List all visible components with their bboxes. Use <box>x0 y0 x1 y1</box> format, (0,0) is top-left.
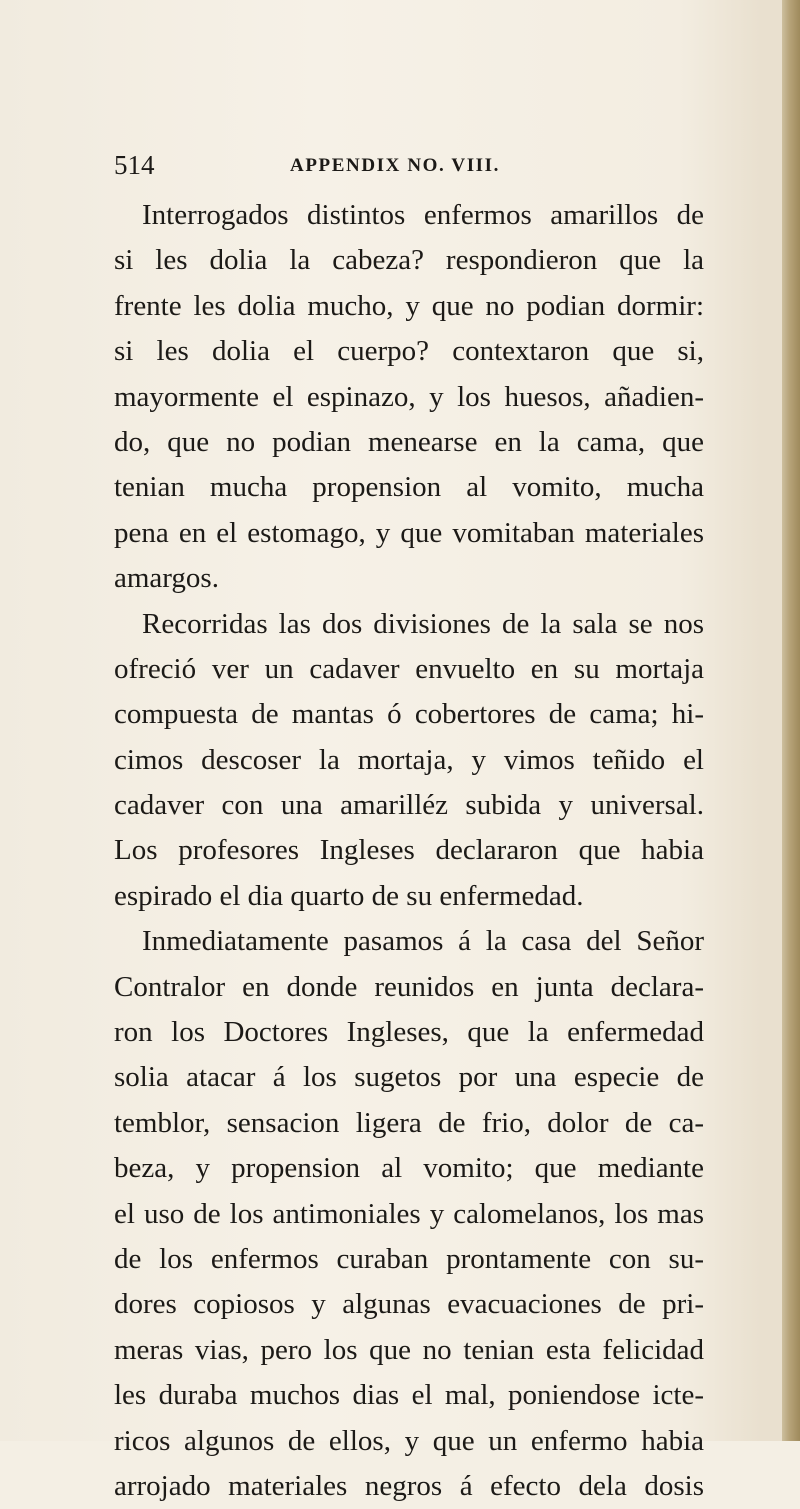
text-line: pena en el estomago, y que vomitaban materiales <box>114 516 704 549</box>
text-line: cimos descoser la mortaja, y vimos teñido el <box>114 743 704 776</box>
text-line: mayormente el espinazo, y los huesos, añadien- <box>114 380 704 413</box>
text-line: frente les dolia mucho, y que no podian dormir: <box>114 289 704 322</box>
text-line: Los profesores Ingleses declararon que habia <box>114 834 704 867</box>
text-line: Recorridas las dos divisiones de la sala se nos <box>142 607 704 640</box>
running-head: APPENDIX NO. VIII. <box>290 155 501 176</box>
text-line: el uso de los antimoniales y calomelanos, los mas <box>114 1197 704 1230</box>
text-line: ofreció ver un cadaver envuelto en su mortaja <box>114 652 704 685</box>
text-line: Inmediatamente pasamos á la casa del Señor <box>142 925 704 958</box>
text-line: Contralor en donde reunidos en junta declara- <box>114 970 704 1003</box>
page-header <box>114 148 714 182</box>
body-text <box>114 193 704 1509</box>
text-line: ron los Doctores Ingleses, que la enfermedad <box>114 1016 704 1049</box>
text-line: arrojado materiales negros á efecto dela dosis <box>114 1469 704 1502</box>
page-number: 514 <box>114 150 155 180</box>
text-line: dores copiosos y algunas evacuaciones de pri- <box>114 1288 704 1321</box>
text-line: de los enfermos curaban prontamente con su- <box>114 1242 704 1275</box>
text-line: beza, y propension al vomito; que mediante <box>114 1152 704 1185</box>
text-line: si les dolia el cuerpo? contextaron que si, <box>114 335 704 368</box>
text-line: meras vias, pero los que no tenian esta felicidad <box>114 1333 704 1366</box>
text-line: tenian mucha propension al vomito, mucha <box>114 471 704 504</box>
text-line: si les dolia la cabeza? respondieron que la <box>114 244 704 277</box>
text-line: do, que no podian menearse en la cama, que <box>114 425 704 458</box>
text-line: amargos. <box>114 562 219 595</box>
text-line: solia atacar á los sugetos por una especie de <box>114 1061 704 1094</box>
text-line: temblor, sensacion ligera de frio, dolor de ca- <box>114 1106 704 1139</box>
text-line: Interrogados distintos enfermos amarillos de <box>142 199 704 231</box>
text-line: les duraba muchos dias el mal, poniendose icte- <box>114 1379 704 1412</box>
page-gutter-edge <box>782 0 800 1441</box>
text-line: cadaver con una amarilléz subida y universal. <box>114 789 704 822</box>
text-line: espirado el dia quarto de su enfermedad. <box>114 879 584 912</box>
text-line: compuesta de mantas ó cobertores de cama; hi- <box>114 698 704 731</box>
text-line: ricos algunos de ellos, y que un enfermo habia <box>114 1424 704 1457</box>
